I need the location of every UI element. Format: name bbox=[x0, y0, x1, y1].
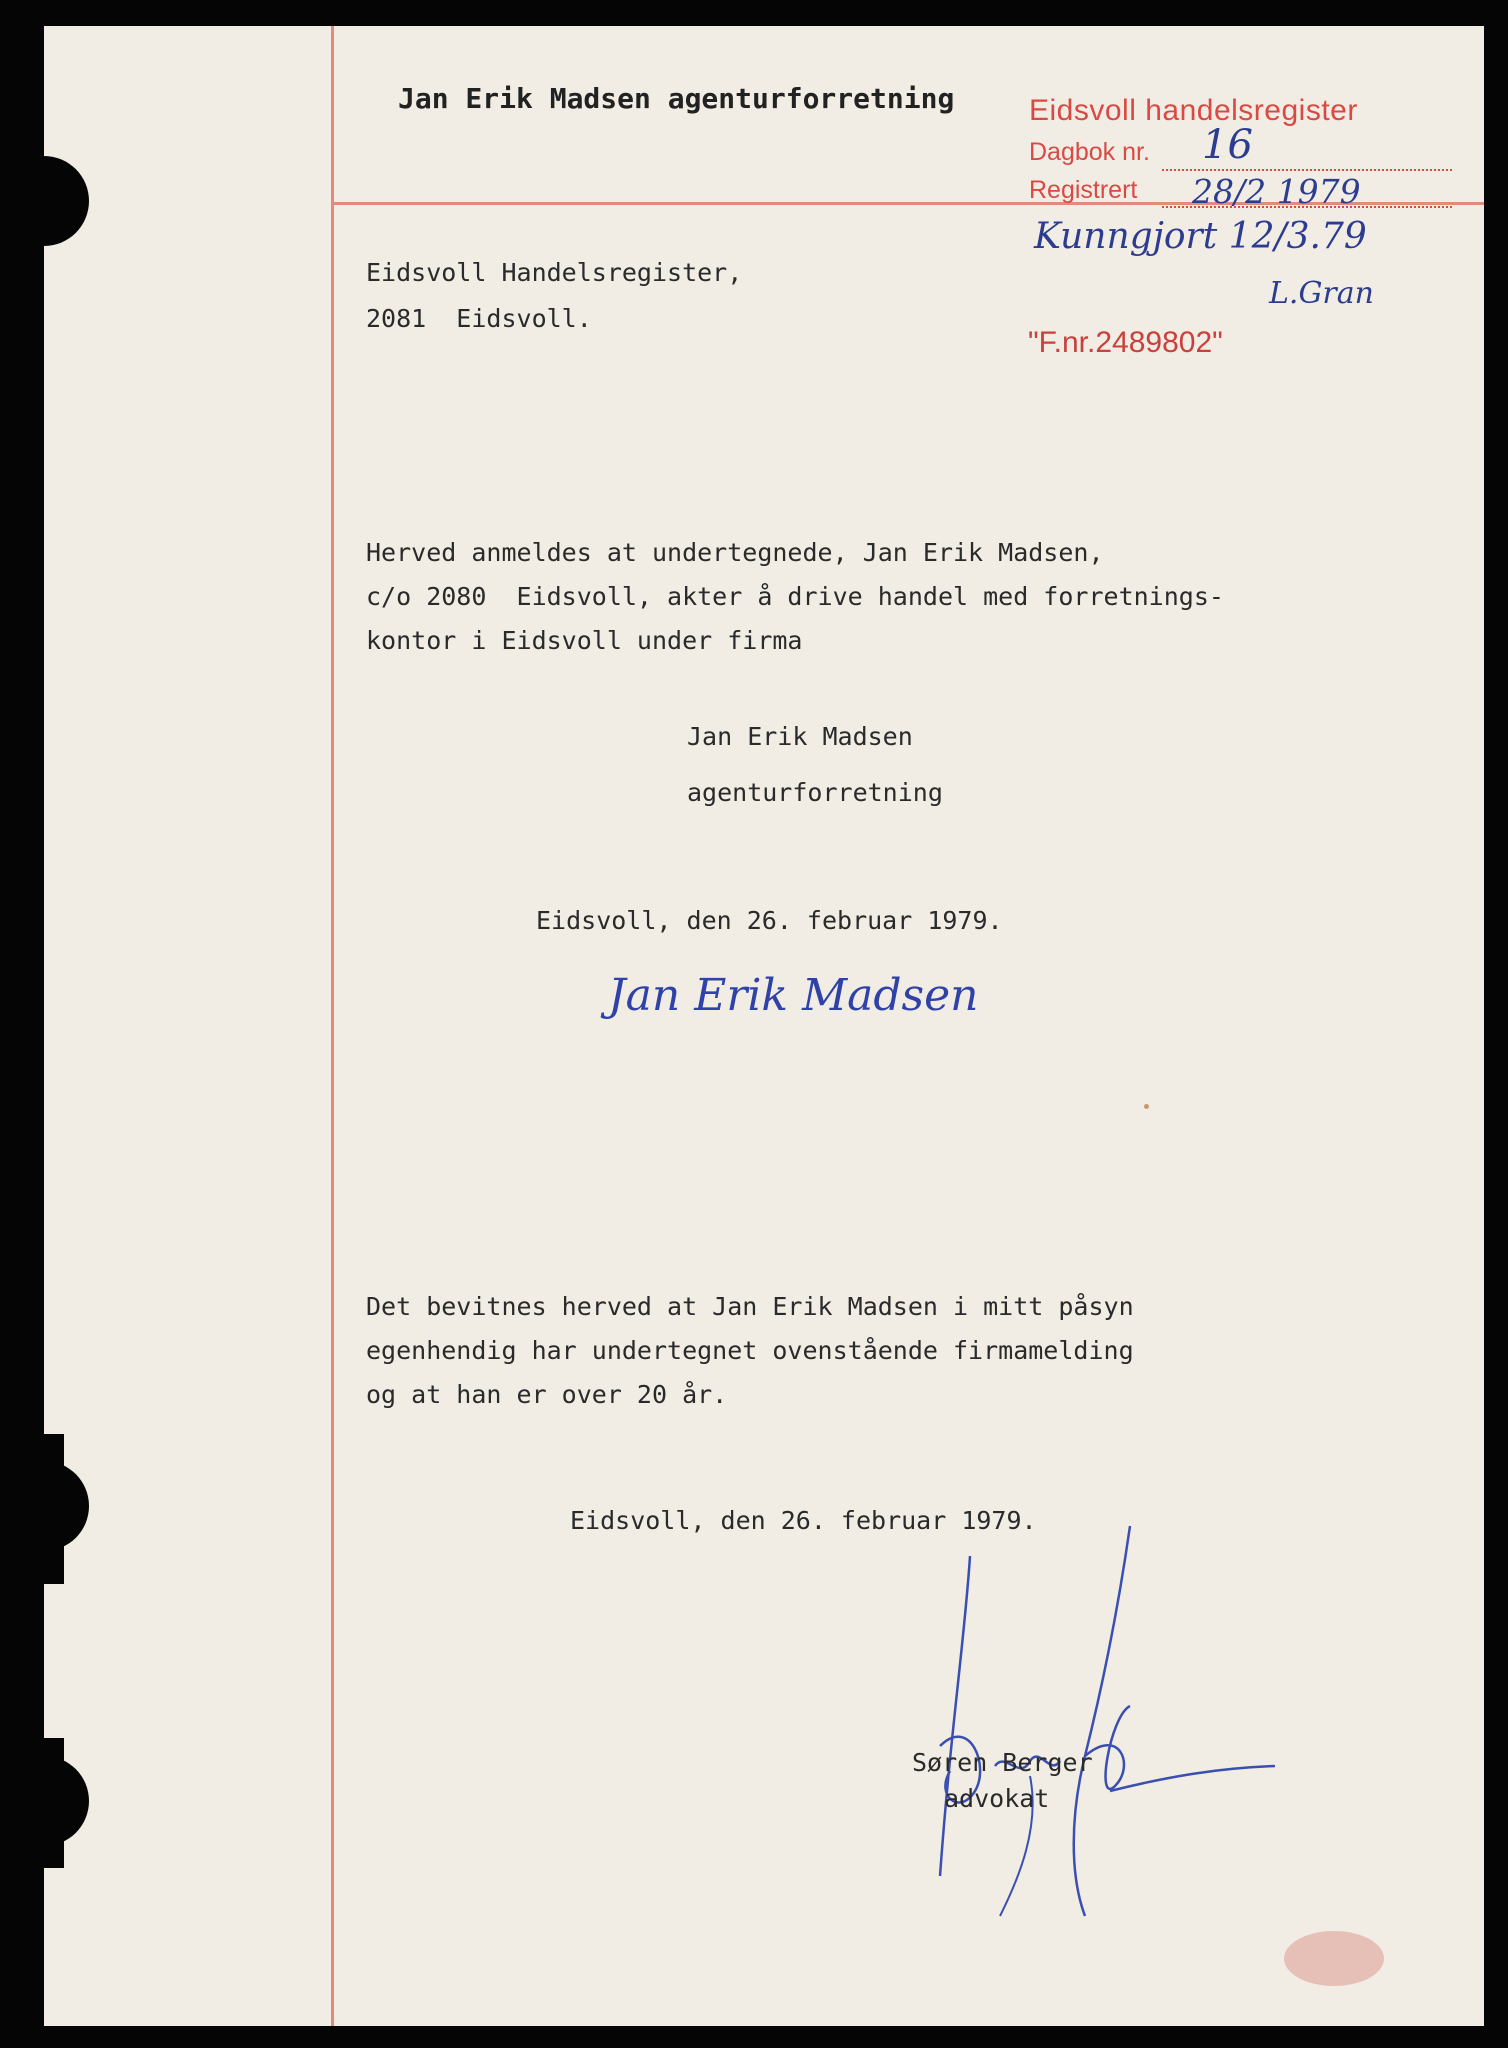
stain-dot bbox=[1144, 1104, 1149, 1109]
firm-name-line2: agenturforretning bbox=[687, 778, 943, 807]
body-para1-line: kontor i Eidsvoll under firma bbox=[366, 626, 803, 655]
body-para2-line: Det bevitnes herved at Jan Erik Madsen i mitt påsyn bbox=[366, 1292, 1134, 1321]
stamp-title: Eidsvoll handelsregister bbox=[1029, 94, 1358, 127]
torn-edge bbox=[44, 1738, 64, 1868]
signature-soren-berger bbox=[880, 1516, 1300, 1936]
letterhead: Jan Erik Madsen agenturforretning bbox=[398, 82, 955, 115]
recipient-line-1: Eidsvoll Handelsregister, bbox=[366, 258, 743, 287]
body-para1-line: Herved anmeldes at undertegnede, Jan Erik Madsen, bbox=[366, 538, 1104, 567]
signature-jan-erik-madsen: Jan Erik Madsen bbox=[608, 970, 979, 1021]
torn-edge bbox=[44, 1434, 64, 1584]
margin-line bbox=[331, 26, 334, 2026]
dagbok-number: 16 bbox=[1202, 122, 1253, 168]
registrert-date: 28/2 1979 bbox=[1192, 172, 1361, 211]
firm-number: "F.nr.2489802" bbox=[1028, 326, 1223, 359]
firm-name-line1: Jan Erik Madsen bbox=[687, 722, 913, 751]
document-page bbox=[44, 26, 1484, 2026]
date-line-2: Eidsvoll, den 26. februar 1979. bbox=[570, 1506, 1037, 1535]
body-para1-line: c/o 2080 Eidsvoll, akter å drive handel med forretnings- bbox=[366, 582, 1224, 611]
witness-title: advokat bbox=[944, 1784, 1050, 1813]
date-line-1: Eidsvoll, den 26. februar 1979. bbox=[536, 906, 1003, 935]
stamp-dagbok-label: Dagbok nr. bbox=[1029, 138, 1150, 166]
binder-hole-top bbox=[44, 156, 89, 246]
body-para2-line: egenhendig har undertegnet ovenstående firmamelding bbox=[366, 1336, 1134, 1365]
registrar-initials: L.Gran bbox=[1269, 276, 1374, 311]
stamp-dagbok-line bbox=[1162, 169, 1452, 171]
recipient-line-2: 2081 Eidsvoll. bbox=[366, 304, 592, 333]
body-para2-line: og at han er over 20 år. bbox=[366, 1380, 728, 1409]
kunngjort-note: Kunngjort 12/3.79 bbox=[1034, 216, 1367, 257]
witness-name: Søren Berger bbox=[912, 1748, 1093, 1777]
red-stain bbox=[1284, 1931, 1384, 1986]
stamp-registrert-label: Registrert bbox=[1029, 176, 1138, 204]
